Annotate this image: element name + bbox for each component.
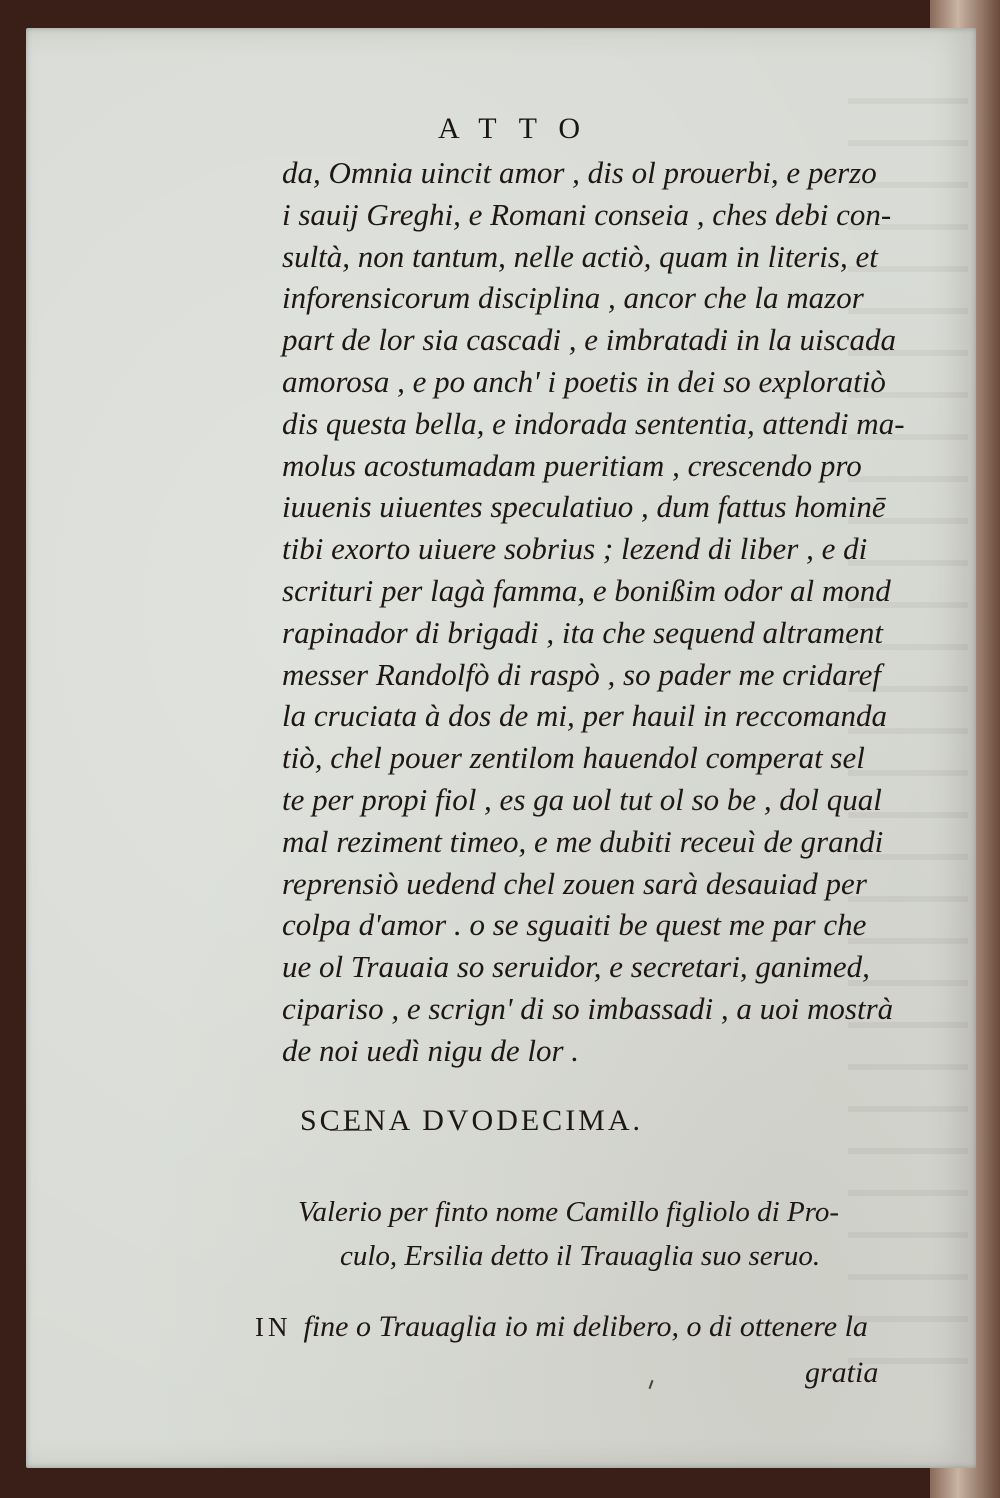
text-line: da, Omnia uincit amor , dis ol prouerbi, e perzo — [282, 155, 877, 190]
text-line: la cruciata à dos de mi, per hauil in reccomanda — [282, 698, 887, 734]
persons-line: culo, Ersilia detto il Trauaglia suo seruo. — [340, 1240, 821, 1272]
opening-text: fine o Trauaglia io mi delibero, o di ottenere la — [303, 1310, 868, 1343]
body-text — [282, 152, 905, 1072]
text-line: reprensiò uedend chel zouen sarà desauiad per — [282, 865, 867, 901]
text-line: mal reziment timeo, e me dubiti receuì de grandi — [282, 823, 884, 859]
text-line: tiò, chel pouer zentilom hauendol comperat sel — [282, 740, 865, 776]
text-line: inforensicorum disciplina , ancor che la mazor — [282, 280, 864, 316]
text-line: te per propi fiol , es ga uol tut ol so be , dol qual — [282, 781, 882, 817]
text-line: rapinador di brigadi , ita che sequend altrament — [282, 614, 884, 650]
text-line: messer Randolfò di raspò , so pader me cridaref — [282, 656, 882, 692]
text-line: i sauij Greghi, e Romani conseia , ches debi con- — [282, 196, 892, 232]
text-line: amorosa , e po anch' i poetis in dei so exploratiò — [282, 363, 886, 399]
text-line: part de lor sia cascadi , e imbratadi in la uiscada — [282, 322, 896, 358]
text-line: ue ol Trauaia so seruidor, e secretari, ganimed, — [282, 949, 870, 985]
text-line: cipariso , e scrign' di so imbassadi , a uoi mostrà — [282, 990, 894, 1026]
opening-initial: IN — [255, 1312, 292, 1342]
text-line: dis questa bella, e indorada sententia, attendi ma- — [282, 405, 905, 441]
text-line: sultà, non tantum, nelle actiò, quam in literis, et — [282, 238, 878, 274]
text-line: scrituri per lagà famma, e bonißim odor al mond — [282, 572, 891, 608]
text-line: colpa d'amor . o se sguaiti be quest me par che — [282, 907, 867, 943]
catchword: gratia — [805, 1356, 879, 1389]
text-line: de noi uedì nigu de lor . — [282, 1032, 580, 1068]
scene-title: SCENA DVODECIMA. — [300, 1104, 644, 1137]
text-line: molus acostumadam pueritiam , crescendo pro — [282, 447, 862, 483]
running-header: ATTO — [437, 112, 603, 145]
text-line: iuuenis uiuentes speculatiuo , dum fattus hominē — [282, 489, 886, 525]
dramatis-personae — [298, 1190, 898, 1278]
opening-line — [255, 1310, 905, 1344]
persons-line: Valerio per finto nome Camillo figliolo di Pro- — [298, 1196, 840, 1228]
text-line: tibi exorto uiuere sobrius ; lezend di liber , e di — [282, 531, 868, 567]
